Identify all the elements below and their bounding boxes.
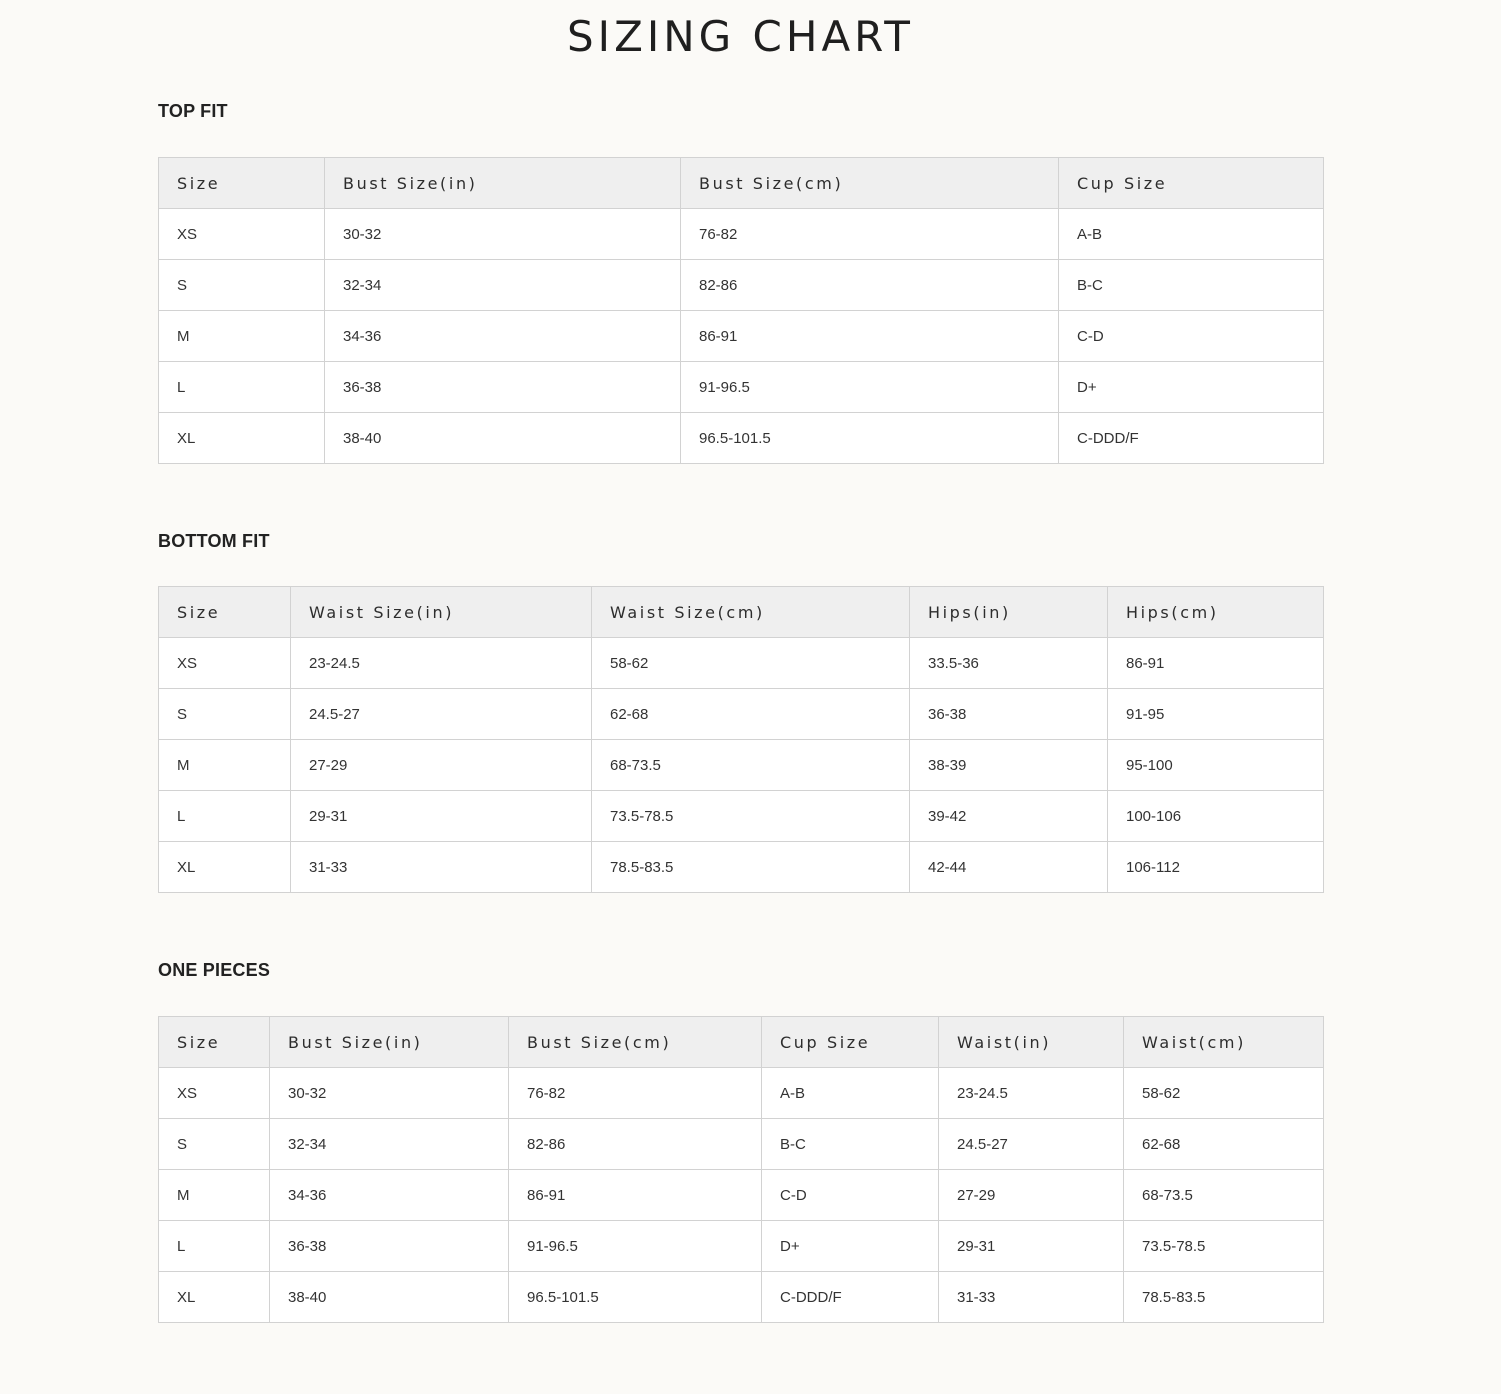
- table-cell: XS: [159, 209, 325, 260]
- table-cell: 27-29: [939, 1170, 1124, 1221]
- column-header-waist-in: Waist Size(in): [291, 587, 592, 638]
- table-row: [159, 1272, 1324, 1323]
- table-cell: 33.5-36: [910, 638, 1108, 689]
- table-row: [159, 311, 1324, 362]
- table-cell: 95-100: [1108, 740, 1324, 791]
- table-row: [159, 791, 1324, 842]
- table-cell: S: [159, 1119, 270, 1170]
- table-cell: 82-86: [681, 260, 1059, 311]
- table-cell: 30-32: [270, 1068, 509, 1119]
- column-header-size: Size: [159, 1017, 270, 1068]
- column-header-waist-cm: Waist(cm): [1124, 1017, 1324, 1068]
- column-header-bust-cm: Bust Size(cm): [681, 158, 1059, 209]
- table-cell: A-B: [1059, 209, 1324, 260]
- column-header-waist-in: Waist(in): [939, 1017, 1124, 1068]
- table-cell: B-C: [762, 1119, 939, 1170]
- table-cell: XL: [159, 1272, 270, 1323]
- table-cell: 23-24.5: [291, 638, 592, 689]
- top-fit-heading: TOP FIT: [158, 101, 228, 121]
- table-cell: 29-31: [939, 1221, 1124, 1272]
- table-cell: S: [159, 260, 325, 311]
- table-cell: 91-96.5: [509, 1221, 762, 1272]
- table-cell: 91-96.5: [681, 362, 1059, 413]
- column-header-size: Size: [159, 587, 291, 638]
- column-header-bust-in: Bust Size(in): [325, 158, 681, 209]
- column-header-size: Size: [159, 158, 325, 209]
- table-cell: 30-32: [325, 209, 681, 260]
- column-header-hips-in: Hips(in): [910, 587, 1108, 638]
- bottom-fit-table: [158, 586, 1324, 893]
- table-cell: 58-62: [592, 638, 910, 689]
- table-cell: XS: [159, 638, 291, 689]
- table-cell: 68-73.5: [592, 740, 910, 791]
- table-cell: 96.5-101.5: [681, 413, 1059, 464]
- table-cell: 73.5-78.5: [1124, 1221, 1324, 1272]
- table-header-row: [159, 587, 1324, 638]
- table-cell: 73.5-78.5: [592, 791, 910, 842]
- table-cell: 91-95: [1108, 689, 1324, 740]
- table-row: [159, 689, 1324, 740]
- table-cell: XL: [159, 842, 291, 893]
- table-cell: 34-36: [325, 311, 681, 362]
- table-cell: 38-40: [270, 1272, 509, 1323]
- table-header-row: [159, 1017, 1324, 1068]
- bottom-fit-heading: BOTTOM FIT: [158, 531, 270, 551]
- table-cell: 36-38: [325, 362, 681, 413]
- table-row: [159, 638, 1324, 689]
- table-cell: 58-62: [1124, 1068, 1324, 1119]
- table-cell: 62-68: [1124, 1119, 1324, 1170]
- column-header-cup-size: Cup Size: [1059, 158, 1324, 209]
- table-cell: 24.5-27: [291, 689, 592, 740]
- table-cell: 39-42: [910, 791, 1108, 842]
- table-row: [159, 209, 1324, 260]
- table-cell: 29-31: [291, 791, 592, 842]
- table-row: [159, 740, 1324, 791]
- table-row: [159, 1119, 1324, 1170]
- one-pieces-heading: ONE PIECES: [158, 960, 271, 980]
- table-cell: 76-82: [681, 209, 1059, 260]
- table-cell: M: [159, 311, 325, 362]
- table-cell: 32-34: [325, 260, 681, 311]
- table-cell: B-C: [1059, 260, 1324, 311]
- table-cell: 27-29: [291, 740, 592, 791]
- table-cell: 38-40: [325, 413, 681, 464]
- table-cell: 36-38: [270, 1221, 509, 1272]
- table-cell: 100-106: [1108, 791, 1324, 842]
- table-row: [159, 842, 1324, 893]
- table-cell: 82-86: [509, 1119, 762, 1170]
- table-row: [159, 260, 1324, 311]
- one-pieces-table: [158, 1016, 1324, 1323]
- table-cell: 86-91: [1108, 638, 1324, 689]
- table-cell: 36-38: [910, 689, 1108, 740]
- table-cell: L: [159, 1221, 270, 1272]
- table-cell: C-DDD/F: [1059, 413, 1324, 464]
- table-row: [159, 1170, 1324, 1221]
- table-cell: 68-73.5: [1124, 1170, 1324, 1221]
- table-header-row: [159, 158, 1324, 209]
- column-header-bust-in: Bust Size(in): [270, 1017, 509, 1068]
- table-cell: XS: [159, 1068, 270, 1119]
- table-cell: S: [159, 689, 291, 740]
- table-cell: XL: [159, 413, 325, 464]
- table-cell: D+: [1059, 362, 1324, 413]
- table-cell: 76-82: [509, 1068, 762, 1119]
- table-cell: 96.5-101.5: [509, 1272, 762, 1323]
- column-header-cup-size: Cup Size: [762, 1017, 939, 1068]
- table-cell: 23-24.5: [939, 1068, 1124, 1119]
- table-cell: A-B: [762, 1068, 939, 1119]
- table-cell: L: [159, 362, 325, 413]
- table-cell: L: [159, 791, 291, 842]
- table-cell: 32-34: [270, 1119, 509, 1170]
- table-cell: C-D: [1059, 311, 1324, 362]
- table-cell: 38-39: [910, 740, 1108, 791]
- table-cell: 31-33: [291, 842, 592, 893]
- table-cell: D+: [762, 1221, 939, 1272]
- top-fit-table: [158, 157, 1324, 464]
- table-row: [159, 362, 1324, 413]
- table-cell: 42-44: [910, 842, 1108, 893]
- table-cell: 62-68: [592, 689, 910, 740]
- table-cell: 86-91: [681, 311, 1059, 362]
- table-cell: 31-33: [939, 1272, 1124, 1323]
- table-cell: M: [159, 740, 291, 791]
- column-header-waist-cm: Waist Size(cm): [592, 587, 910, 638]
- table-row: [159, 413, 1324, 464]
- column-header-bust-cm: Bust Size(cm): [509, 1017, 762, 1068]
- table-cell: 34-36: [270, 1170, 509, 1221]
- table-row: [159, 1221, 1324, 1272]
- table-cell: 86-91: [509, 1170, 762, 1221]
- table-cell: C-DDD/F: [762, 1272, 939, 1323]
- table-row: [159, 1068, 1324, 1119]
- table-cell: M: [159, 1170, 270, 1221]
- page-title: SIZING CHART: [567, 12, 914, 61]
- column-header-hips-cm: Hips(cm): [1108, 587, 1324, 638]
- table-cell: 24.5-27: [939, 1119, 1124, 1170]
- table-cell: 78.5-83.5: [1124, 1272, 1324, 1323]
- table-cell: 78.5-83.5: [592, 842, 910, 893]
- table-cell: C-D: [762, 1170, 939, 1221]
- table-cell: 106-112: [1108, 842, 1324, 893]
